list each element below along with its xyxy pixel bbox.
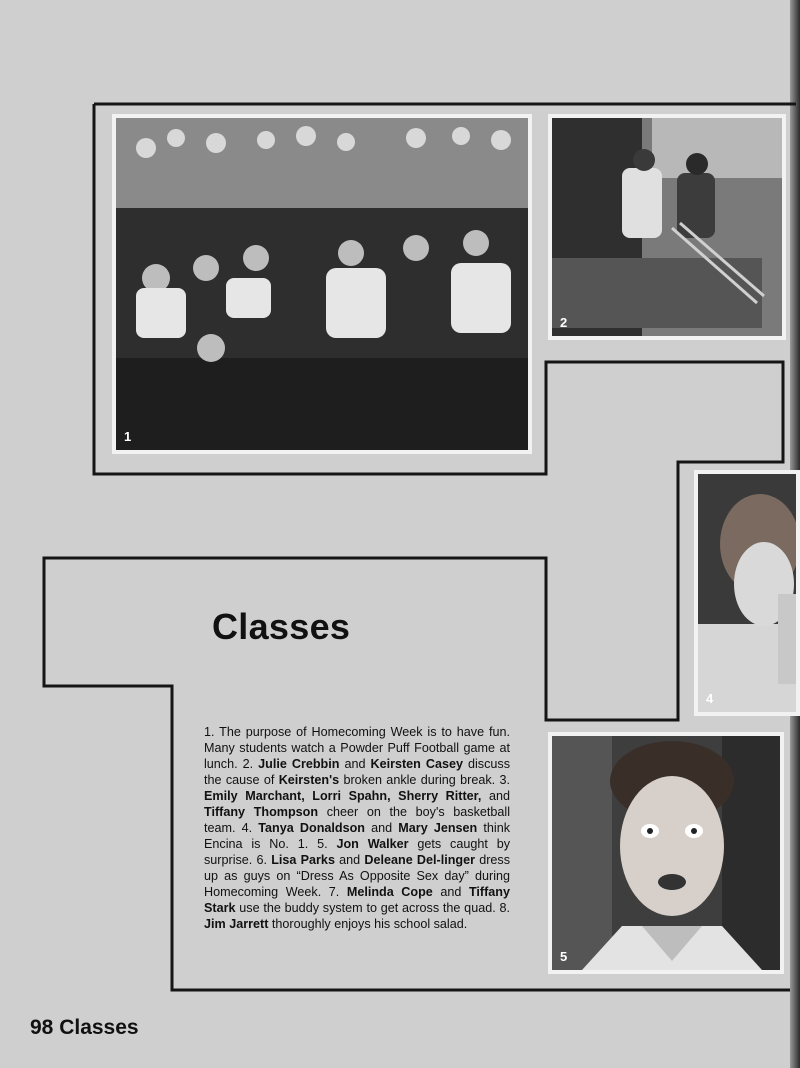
- caption-run: and: [334, 853, 365, 867]
- caption-name: Jon Walker: [336, 837, 409, 851]
- photo-5-number: 5: [560, 949, 568, 964]
- page-section-label: Classes: [59, 1016, 139, 1039]
- caption-run: discuss the cause of: [204, 757, 511, 787]
- photo-1-image: [116, 118, 528, 450]
- caption-run: thoroughly enjoys his school salad.: [268, 917, 468, 931]
- photo-2-image: [552, 118, 782, 336]
- photo-caption-text: [204, 724, 510, 932]
- caption-name: Tiffany Stark: [204, 885, 510, 915]
- caption-name: Julie Crebbin: [258, 757, 340, 771]
- caption-name: Jim Jarrett: [204, 917, 269, 931]
- caption-run: and: [481, 789, 510, 803]
- caption-name: Melinda Cope: [346, 885, 433, 899]
- photo-4-image: [698, 474, 800, 712]
- photo-1-crowd: [112, 114, 532, 454]
- photo-5-image: [552, 736, 780, 970]
- caption-run: think Encina is No. 1. 5.: [204, 821, 510, 851]
- caption-run: use the buddy system to get across the quad. 8.: [235, 901, 510, 915]
- caption-name: Keirsten's: [278, 773, 340, 787]
- caption-name: Deleane Del-linger: [364, 853, 475, 867]
- caption-name: Lisa Parks: [271, 853, 335, 867]
- photo-2-crutches: [548, 114, 786, 340]
- caption-name: Mary Jensen: [398, 821, 478, 835]
- photo-4-cheering: [694, 470, 800, 716]
- caption-run: 1. The purpose of Homecoming Week is to have fun. Many students watch a Powder Puff Football game at lunch. 2.: [204, 725, 510, 771]
- caption-run: dress up as guys on “Dress As Opposite Sex day” during Homecoming Week. 7.: [204, 853, 510, 899]
- photo-4-number: 4: [706, 691, 714, 706]
- caption-run: gets caught by surprise. 6.: [204, 837, 510, 867]
- caption-name: Keirsten Casey: [370, 757, 463, 771]
- caption-run: broken ankle during break. 3.: [339, 773, 510, 787]
- photo-2-number: 2: [560, 315, 568, 330]
- caption-run: and: [339, 757, 371, 771]
- caption-run: and: [364, 821, 399, 835]
- page-number: 98: [30, 1016, 54, 1039]
- caption-run: cheer on the boy's basketball team. 4.: [204, 805, 510, 835]
- section-title: Classes: [212, 606, 351, 647]
- caption-name: Tanya Donaldson: [258, 821, 365, 835]
- caption-name: Emily Marchant, Lorri Spahn, Sherry Ritter,: [204, 789, 482, 803]
- photo-1-number: 1: [124, 429, 132, 444]
- caption-name: Tiffany Thompson: [204, 805, 319, 819]
- caption-run: and: [432, 885, 469, 899]
- page-folio: [30, 1016, 139, 1040]
- photo-5-surprised: [548, 732, 784, 974]
